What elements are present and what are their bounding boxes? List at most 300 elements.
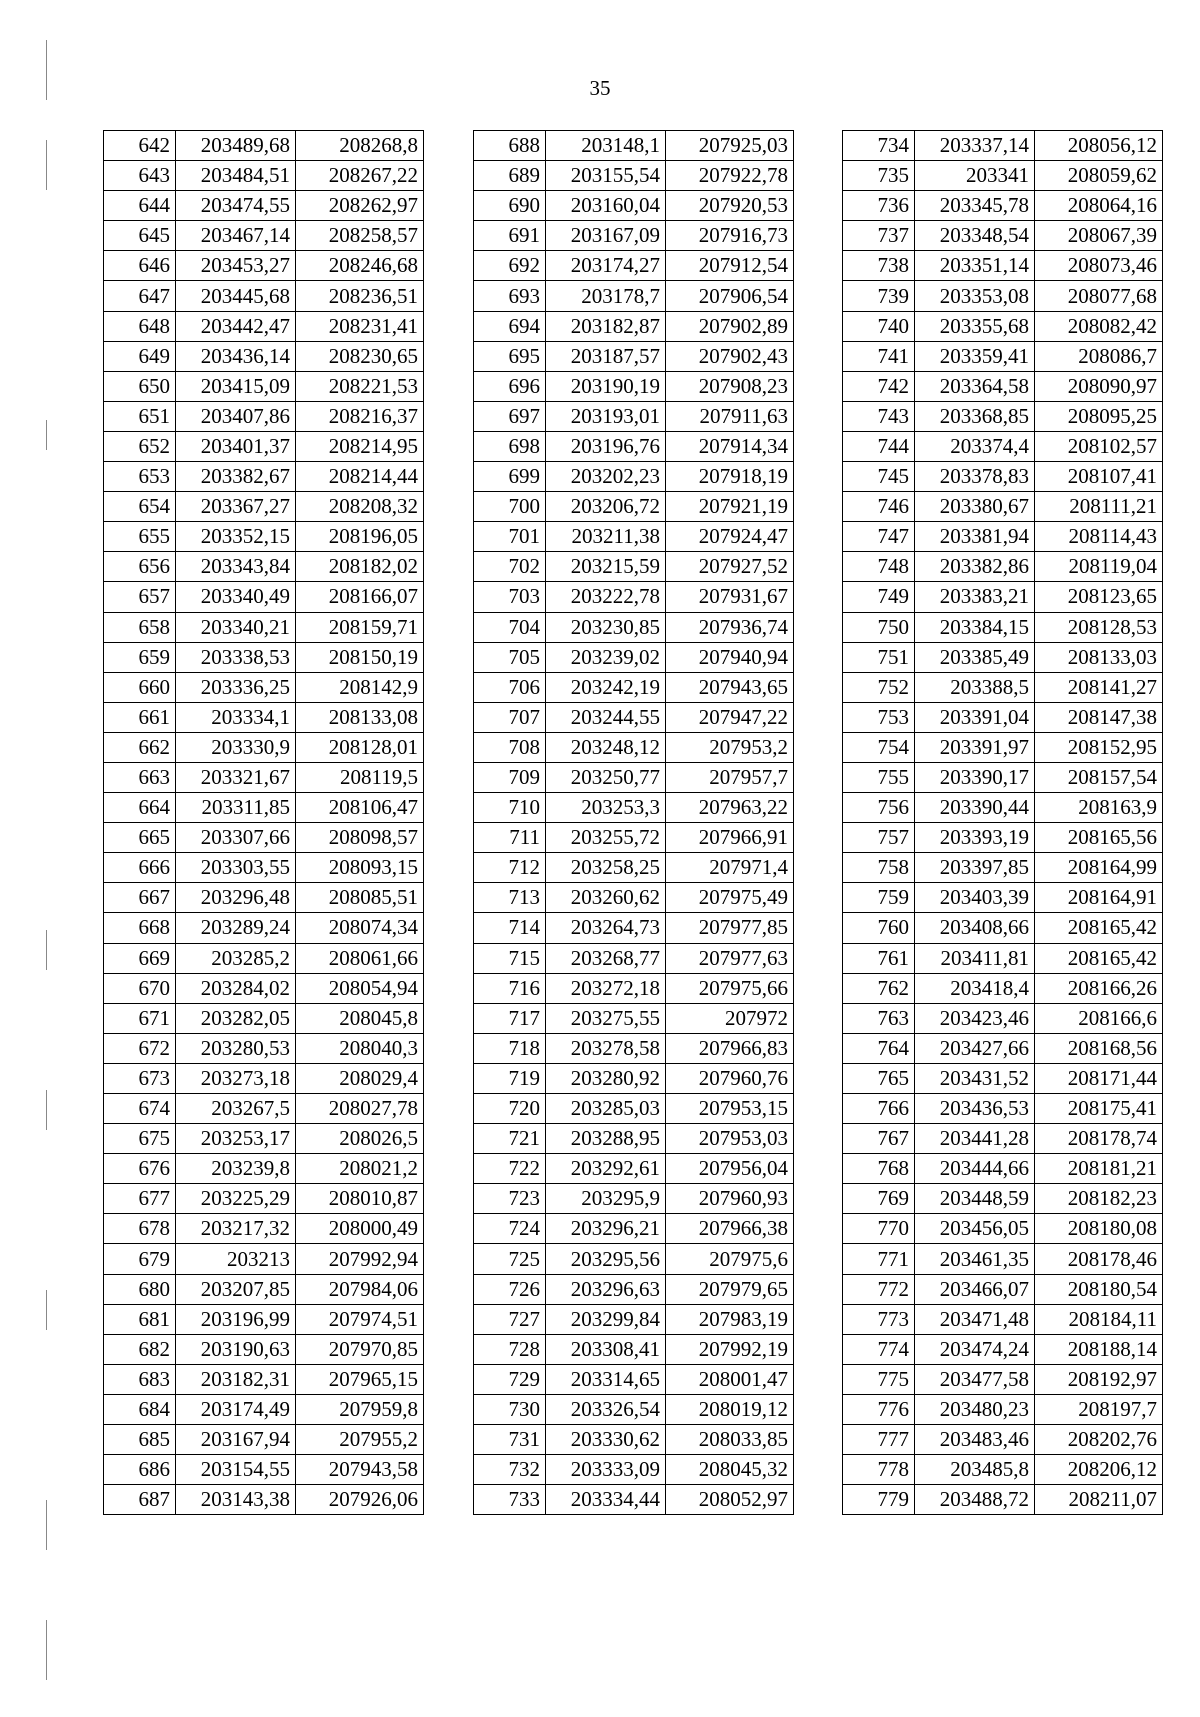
y-coordinate-cell: 207975,6 bbox=[666, 1244, 794, 1274]
table-row bbox=[843, 281, 1163, 311]
point-number-cell: 650 bbox=[104, 371, 176, 401]
y-coordinate-cell: 208021,2 bbox=[296, 1154, 424, 1184]
y-coordinate-cell: 207972 bbox=[666, 1003, 794, 1033]
x-coordinate-cell: 203403,39 bbox=[915, 883, 1035, 913]
coordinates-table-right bbox=[842, 130, 1163, 1515]
x-coordinate-cell: 203211,38 bbox=[546, 522, 666, 552]
x-coordinate-cell: 203314,65 bbox=[546, 1364, 666, 1394]
point-number-cell: 651 bbox=[104, 401, 176, 431]
x-coordinate-cell: 203284,02 bbox=[176, 973, 296, 1003]
x-coordinate-cell: 203345,78 bbox=[915, 191, 1035, 221]
y-coordinate-cell: 208093,15 bbox=[296, 853, 424, 883]
x-coordinate-cell: 203485,8 bbox=[915, 1455, 1035, 1485]
y-coordinate-cell: 208231,41 bbox=[296, 311, 424, 341]
table-row bbox=[104, 251, 424, 281]
table-row bbox=[104, 1124, 424, 1154]
point-number-cell: 705 bbox=[474, 642, 546, 672]
table-row bbox=[474, 1033, 794, 1063]
point-number-cell: 724 bbox=[474, 1214, 546, 1244]
y-coordinate-cell: 208166,26 bbox=[1035, 973, 1163, 1003]
x-coordinate-cell: 203380,67 bbox=[915, 492, 1035, 522]
x-coordinate-cell: 203289,24 bbox=[176, 913, 296, 943]
point-number-cell: 706 bbox=[474, 672, 546, 702]
point-number-cell: 663 bbox=[104, 762, 176, 792]
point-number-cell: 738 bbox=[843, 251, 915, 281]
y-coordinate-cell: 208166,07 bbox=[296, 582, 424, 612]
table-row bbox=[843, 1274, 1163, 1304]
point-number-cell: 645 bbox=[104, 221, 176, 251]
x-coordinate-cell: 203330,9 bbox=[176, 732, 296, 762]
point-number-cell: 764 bbox=[843, 1033, 915, 1063]
x-coordinate-cell: 203343,84 bbox=[176, 552, 296, 582]
x-coordinate-cell: 203187,57 bbox=[546, 341, 666, 371]
y-coordinate-cell: 208184,11 bbox=[1035, 1304, 1163, 1334]
table-row bbox=[474, 853, 794, 883]
table-row bbox=[104, 1425, 424, 1455]
point-number-cell: 642 bbox=[104, 131, 176, 161]
point-number-cell: 765 bbox=[843, 1063, 915, 1093]
table-row bbox=[843, 1394, 1163, 1424]
x-coordinate-cell: 203364,58 bbox=[915, 371, 1035, 401]
x-coordinate-cell: 203299,84 bbox=[546, 1304, 666, 1334]
x-coordinate-cell: 203397,85 bbox=[915, 853, 1035, 883]
x-coordinate-cell: 203268,77 bbox=[546, 943, 666, 973]
table-row bbox=[843, 702, 1163, 732]
point-number-cell: 747 bbox=[843, 522, 915, 552]
point-number-cell: 723 bbox=[474, 1184, 546, 1214]
point-number-cell: 659 bbox=[104, 642, 176, 672]
coordinates-table-middle bbox=[473, 130, 794, 1515]
y-coordinate-cell: 208164,91 bbox=[1035, 883, 1163, 913]
table-row bbox=[474, 1003, 794, 1033]
table-row bbox=[474, 1184, 794, 1214]
point-number-cell: 710 bbox=[474, 793, 546, 823]
point-number-cell: 767 bbox=[843, 1124, 915, 1154]
y-coordinate-cell: 207979,65 bbox=[666, 1274, 794, 1304]
point-number-cell: 751 bbox=[843, 642, 915, 672]
x-coordinate-cell: 203311,85 bbox=[176, 793, 296, 823]
y-coordinate-cell: 208123,65 bbox=[1035, 582, 1163, 612]
y-coordinate-cell: 207912,54 bbox=[666, 251, 794, 281]
point-number-cell: 655 bbox=[104, 522, 176, 552]
table-row bbox=[104, 702, 424, 732]
x-coordinate-cell: 203436,14 bbox=[176, 341, 296, 371]
table-row bbox=[474, 913, 794, 943]
x-coordinate-cell: 203239,02 bbox=[546, 642, 666, 672]
x-coordinate-cell: 203285,2 bbox=[176, 943, 296, 973]
y-coordinate-cell: 208196,05 bbox=[296, 522, 424, 552]
table-row bbox=[474, 1425, 794, 1455]
table-row bbox=[474, 883, 794, 913]
table-row bbox=[104, 522, 424, 552]
point-number-cell: 698 bbox=[474, 431, 546, 461]
y-coordinate-cell: 207943,65 bbox=[666, 672, 794, 702]
y-coordinate-cell: 208211,07 bbox=[1035, 1485, 1163, 1515]
x-coordinate-cell: 203278,58 bbox=[546, 1033, 666, 1063]
point-number-cell: 696 bbox=[474, 371, 546, 401]
point-number-cell: 735 bbox=[843, 161, 915, 191]
table-row bbox=[843, 973, 1163, 1003]
y-coordinate-cell: 208054,94 bbox=[296, 973, 424, 1003]
x-coordinate-cell: 203253,17 bbox=[176, 1124, 296, 1154]
table-row bbox=[104, 1334, 424, 1364]
x-coordinate-cell: 203411,81 bbox=[915, 943, 1035, 973]
table-row bbox=[474, 702, 794, 732]
point-number-cell: 714 bbox=[474, 913, 546, 943]
x-coordinate-cell: 203308,41 bbox=[546, 1334, 666, 1364]
point-number-cell: 776 bbox=[843, 1394, 915, 1424]
x-coordinate-cell: 203488,72 bbox=[915, 1485, 1035, 1515]
coordinates-table-body bbox=[104, 131, 424, 1515]
point-number-cell: 740 bbox=[843, 311, 915, 341]
x-coordinate-cell: 203167,09 bbox=[546, 221, 666, 251]
x-coordinate-cell: 203477,58 bbox=[915, 1364, 1035, 1394]
y-coordinate-cell: 207970,85 bbox=[296, 1334, 424, 1364]
x-coordinate-cell: 203267,5 bbox=[176, 1094, 296, 1124]
y-coordinate-cell: 208188,14 bbox=[1035, 1334, 1163, 1364]
y-coordinate-cell: 208045,8 bbox=[296, 1003, 424, 1033]
x-coordinate-cell: 203337,14 bbox=[915, 131, 1035, 161]
table-row bbox=[474, 221, 794, 251]
table-row bbox=[474, 642, 794, 672]
table-row bbox=[843, 431, 1163, 461]
x-coordinate-cell: 203160,04 bbox=[546, 191, 666, 221]
point-number-cell: 678 bbox=[104, 1214, 176, 1244]
x-coordinate-cell: 203307,66 bbox=[176, 823, 296, 853]
y-coordinate-cell: 208147,38 bbox=[1035, 702, 1163, 732]
y-coordinate-cell: 207914,34 bbox=[666, 431, 794, 461]
table-row bbox=[474, 973, 794, 1003]
y-coordinate-cell: 208168,56 bbox=[1035, 1033, 1163, 1063]
point-number-cell: 742 bbox=[843, 371, 915, 401]
point-number-cell: 732 bbox=[474, 1455, 546, 1485]
table-row bbox=[843, 1364, 1163, 1394]
x-coordinate-cell: 203334,44 bbox=[546, 1485, 666, 1515]
y-coordinate-cell: 208102,57 bbox=[1035, 431, 1163, 461]
table-row bbox=[474, 1124, 794, 1154]
y-coordinate-cell: 207953,15 bbox=[666, 1094, 794, 1124]
y-coordinate-cell: 208246,68 bbox=[296, 251, 424, 281]
point-number-cell: 708 bbox=[474, 732, 546, 762]
y-coordinate-cell: 208090,97 bbox=[1035, 371, 1163, 401]
x-coordinate-cell: 203155,54 bbox=[546, 161, 666, 191]
x-coordinate-cell: 203368,85 bbox=[915, 401, 1035, 431]
y-coordinate-cell: 208208,32 bbox=[296, 492, 424, 522]
x-coordinate-cell: 203207,85 bbox=[176, 1274, 296, 1304]
point-number-cell: 772 bbox=[843, 1274, 915, 1304]
table-row bbox=[104, 161, 424, 191]
point-number-cell: 713 bbox=[474, 883, 546, 913]
point-number-cell: 677 bbox=[104, 1184, 176, 1214]
table-row bbox=[474, 1063, 794, 1093]
table-row bbox=[104, 1184, 424, 1214]
table-row bbox=[474, 582, 794, 612]
x-coordinate-cell: 203382,67 bbox=[176, 462, 296, 492]
x-coordinate-cell: 203408,66 bbox=[915, 913, 1035, 943]
y-coordinate-cell: 208165,42 bbox=[1035, 943, 1163, 973]
x-coordinate-cell: 203275,55 bbox=[546, 1003, 666, 1033]
x-coordinate-cell: 203182,31 bbox=[176, 1364, 296, 1394]
scan-margin-mark bbox=[46, 40, 47, 100]
table-row bbox=[474, 131, 794, 161]
x-coordinate-cell: 203253,3 bbox=[546, 793, 666, 823]
point-number-cell: 729 bbox=[474, 1364, 546, 1394]
x-coordinate-cell: 203461,35 bbox=[915, 1244, 1035, 1274]
x-coordinate-cell: 203288,95 bbox=[546, 1124, 666, 1154]
point-number-cell: 762 bbox=[843, 973, 915, 1003]
point-number-cell: 736 bbox=[843, 191, 915, 221]
table-row bbox=[474, 823, 794, 853]
y-coordinate-cell: 208082,42 bbox=[1035, 311, 1163, 341]
point-number-cell: 768 bbox=[843, 1154, 915, 1184]
scan-margin-mark bbox=[46, 420, 47, 450]
y-coordinate-cell: 208107,41 bbox=[1035, 462, 1163, 492]
table-row bbox=[474, 732, 794, 762]
table-row bbox=[843, 371, 1163, 401]
table-row bbox=[843, 793, 1163, 823]
y-coordinate-cell: 207926,06 bbox=[296, 1485, 424, 1515]
table-row bbox=[104, 1154, 424, 1184]
y-coordinate-cell: 208026,5 bbox=[296, 1124, 424, 1154]
point-number-cell: 644 bbox=[104, 191, 176, 221]
point-number-cell: 668 bbox=[104, 913, 176, 943]
y-coordinate-cell: 207916,73 bbox=[666, 221, 794, 251]
point-number-cell: 658 bbox=[104, 612, 176, 642]
x-coordinate-cell: 203474,55 bbox=[176, 191, 296, 221]
y-coordinate-cell: 207977,85 bbox=[666, 913, 794, 943]
scan-margin-mark bbox=[46, 1620, 47, 1680]
y-coordinate-cell: 207918,19 bbox=[666, 462, 794, 492]
y-coordinate-cell: 207957,7 bbox=[666, 762, 794, 792]
point-number-cell: 653 bbox=[104, 462, 176, 492]
table-row bbox=[843, 883, 1163, 913]
y-coordinate-cell: 207925,03 bbox=[666, 131, 794, 161]
x-coordinate-cell: 203196,99 bbox=[176, 1304, 296, 1334]
y-coordinate-cell: 208111,21 bbox=[1035, 492, 1163, 522]
table-row bbox=[474, 401, 794, 431]
table-row bbox=[104, 462, 424, 492]
point-number-cell: 752 bbox=[843, 672, 915, 702]
point-number-cell: 685 bbox=[104, 1425, 176, 1455]
y-coordinate-cell: 207975,66 bbox=[666, 973, 794, 1003]
table-row bbox=[104, 883, 424, 913]
y-coordinate-cell: 207936,74 bbox=[666, 612, 794, 642]
point-number-cell: 671 bbox=[104, 1003, 176, 1033]
table-row bbox=[104, 191, 424, 221]
table-row bbox=[843, 1425, 1163, 1455]
y-coordinate-cell: 207902,89 bbox=[666, 311, 794, 341]
x-coordinate-cell: 203303,55 bbox=[176, 853, 296, 883]
table-row bbox=[474, 1154, 794, 1184]
point-number-cell: 720 bbox=[474, 1094, 546, 1124]
x-coordinate-cell: 203338,53 bbox=[176, 642, 296, 672]
scan-margin-mark bbox=[46, 930, 47, 970]
point-number-cell: 775 bbox=[843, 1364, 915, 1394]
table-row bbox=[104, 281, 424, 311]
y-coordinate-cell: 208267,22 bbox=[296, 161, 424, 191]
point-number-cell: 690 bbox=[474, 191, 546, 221]
point-number-cell: 682 bbox=[104, 1334, 176, 1364]
x-coordinate-cell: 203444,66 bbox=[915, 1154, 1035, 1184]
y-coordinate-cell: 208106,47 bbox=[296, 793, 424, 823]
point-number-cell: 712 bbox=[474, 853, 546, 883]
table-row bbox=[843, 1184, 1163, 1214]
table-row bbox=[843, 552, 1163, 582]
point-number-cell: 778 bbox=[843, 1455, 915, 1485]
point-number-cell: 672 bbox=[104, 1033, 176, 1063]
y-coordinate-cell: 207966,83 bbox=[666, 1033, 794, 1063]
x-coordinate-cell: 203296,21 bbox=[546, 1214, 666, 1244]
x-coordinate-cell: 203352,15 bbox=[176, 522, 296, 552]
x-coordinate-cell: 203474,24 bbox=[915, 1334, 1035, 1364]
y-coordinate-cell: 208262,97 bbox=[296, 191, 424, 221]
y-coordinate-cell: 207966,91 bbox=[666, 823, 794, 853]
y-coordinate-cell: 208180,08 bbox=[1035, 1214, 1163, 1244]
x-coordinate-cell: 203196,76 bbox=[546, 431, 666, 461]
y-coordinate-cell: 208206,12 bbox=[1035, 1455, 1163, 1485]
table-row bbox=[843, 492, 1163, 522]
point-number-cell: 701 bbox=[474, 522, 546, 552]
table-row bbox=[104, 582, 424, 612]
x-coordinate-cell: 203285,03 bbox=[546, 1094, 666, 1124]
y-coordinate-cell: 207906,54 bbox=[666, 281, 794, 311]
table-row bbox=[474, 1244, 794, 1274]
point-number-cell: 769 bbox=[843, 1184, 915, 1214]
x-coordinate-cell: 203453,27 bbox=[176, 251, 296, 281]
y-coordinate-cell: 207971,4 bbox=[666, 853, 794, 883]
table-row bbox=[104, 492, 424, 522]
table-row bbox=[104, 943, 424, 973]
y-coordinate-cell: 207921,19 bbox=[666, 492, 794, 522]
x-coordinate-cell: 203378,83 bbox=[915, 462, 1035, 492]
x-coordinate-cell: 203272,18 bbox=[546, 973, 666, 1003]
point-number-cell: 707 bbox=[474, 702, 546, 732]
y-coordinate-cell: 208061,66 bbox=[296, 943, 424, 973]
x-coordinate-cell: 203391,04 bbox=[915, 702, 1035, 732]
x-coordinate-cell: 203213 bbox=[176, 1244, 296, 1274]
y-coordinate-cell: 207965,15 bbox=[296, 1364, 424, 1394]
x-coordinate-cell: 203384,15 bbox=[915, 612, 1035, 642]
y-coordinate-cell: 208119,5 bbox=[296, 762, 424, 792]
x-coordinate-cell: 203415,09 bbox=[176, 371, 296, 401]
point-number-cell: 660 bbox=[104, 672, 176, 702]
y-coordinate-cell: 207940,94 bbox=[666, 642, 794, 672]
point-number-cell: 748 bbox=[843, 552, 915, 582]
point-number-cell: 730 bbox=[474, 1394, 546, 1424]
point-number-cell: 753 bbox=[843, 702, 915, 732]
y-coordinate-cell: 208258,57 bbox=[296, 221, 424, 251]
x-coordinate-cell: 203359,41 bbox=[915, 341, 1035, 371]
point-number-cell: 702 bbox=[474, 552, 546, 582]
y-coordinate-cell: 207959,8 bbox=[296, 1394, 424, 1424]
table-row bbox=[843, 1214, 1163, 1244]
table-row bbox=[104, 1003, 424, 1033]
point-number-cell: 704 bbox=[474, 612, 546, 642]
y-coordinate-cell: 208074,34 bbox=[296, 913, 424, 943]
y-coordinate-cell: 207947,22 bbox=[666, 702, 794, 732]
scan-margin-mark bbox=[46, 140, 47, 190]
table-row bbox=[104, 1304, 424, 1334]
y-coordinate-cell: 208230,65 bbox=[296, 341, 424, 371]
table-row bbox=[104, 642, 424, 672]
y-coordinate-cell: 208095,25 bbox=[1035, 401, 1163, 431]
table-row bbox=[104, 131, 424, 161]
table-row bbox=[474, 161, 794, 191]
point-number-cell: 687 bbox=[104, 1485, 176, 1515]
y-coordinate-cell: 208214,44 bbox=[296, 462, 424, 492]
table-row bbox=[843, 762, 1163, 792]
table-row bbox=[474, 1364, 794, 1394]
table-row bbox=[843, 161, 1163, 191]
y-coordinate-cell: 208133,03 bbox=[1035, 642, 1163, 672]
table-row bbox=[843, 672, 1163, 702]
y-coordinate-cell: 208019,12 bbox=[666, 1394, 794, 1424]
table-row bbox=[474, 371, 794, 401]
point-number-cell: 758 bbox=[843, 853, 915, 883]
x-coordinate-cell: 203367,27 bbox=[176, 492, 296, 522]
x-coordinate-cell: 203390,44 bbox=[915, 793, 1035, 823]
point-number-cell: 680 bbox=[104, 1274, 176, 1304]
table-row bbox=[474, 1094, 794, 1124]
y-coordinate-cell: 208056,12 bbox=[1035, 131, 1163, 161]
point-number-cell: 689 bbox=[474, 161, 546, 191]
table-row bbox=[843, 1304, 1163, 1334]
coordinates-table-body bbox=[843, 131, 1163, 1515]
point-number-cell: 770 bbox=[843, 1214, 915, 1244]
x-coordinate-cell: 203355,68 bbox=[915, 311, 1035, 341]
y-coordinate-cell: 207992,94 bbox=[296, 1244, 424, 1274]
x-coordinate-cell: 203467,14 bbox=[176, 221, 296, 251]
y-coordinate-cell: 207922,78 bbox=[666, 161, 794, 191]
table-row bbox=[474, 1334, 794, 1364]
table-row bbox=[843, 221, 1163, 251]
point-number-cell: 646 bbox=[104, 251, 176, 281]
y-coordinate-cell: 207977,63 bbox=[666, 943, 794, 973]
point-number-cell: 661 bbox=[104, 702, 176, 732]
y-coordinate-cell: 208171,44 bbox=[1035, 1063, 1163, 1093]
point-number-cell: 695 bbox=[474, 341, 546, 371]
table-row bbox=[474, 462, 794, 492]
y-coordinate-cell: 208236,51 bbox=[296, 281, 424, 311]
point-number-cell: 667 bbox=[104, 883, 176, 913]
point-number-cell: 717 bbox=[474, 1003, 546, 1033]
point-number-cell: 756 bbox=[843, 793, 915, 823]
y-coordinate-cell: 207924,47 bbox=[666, 522, 794, 552]
y-coordinate-cell: 207974,51 bbox=[296, 1304, 424, 1334]
x-coordinate-cell: 203215,59 bbox=[546, 552, 666, 582]
point-number-cell: 692 bbox=[474, 251, 546, 281]
y-coordinate-cell: 208152,95 bbox=[1035, 732, 1163, 762]
table-row bbox=[843, 311, 1163, 341]
y-coordinate-cell: 208040,3 bbox=[296, 1033, 424, 1063]
x-coordinate-cell: 203333,09 bbox=[546, 1455, 666, 1485]
table-row bbox=[843, 1485, 1163, 1515]
y-coordinate-cell: 208001,47 bbox=[666, 1364, 794, 1394]
table-row bbox=[843, 191, 1163, 221]
y-coordinate-cell: 208178,74 bbox=[1035, 1124, 1163, 1154]
point-number-cell: 779 bbox=[843, 1485, 915, 1515]
table-row bbox=[104, 823, 424, 853]
table-row bbox=[104, 612, 424, 642]
point-number-cell: 686 bbox=[104, 1455, 176, 1485]
y-coordinate-cell: 208214,95 bbox=[296, 431, 424, 461]
table-row bbox=[104, 221, 424, 251]
point-number-cell: 759 bbox=[843, 883, 915, 913]
y-coordinate-cell: 208114,43 bbox=[1035, 522, 1163, 552]
scan-margin-mark bbox=[46, 1290, 47, 1330]
table-row bbox=[843, 642, 1163, 672]
point-number-cell: 666 bbox=[104, 853, 176, 883]
